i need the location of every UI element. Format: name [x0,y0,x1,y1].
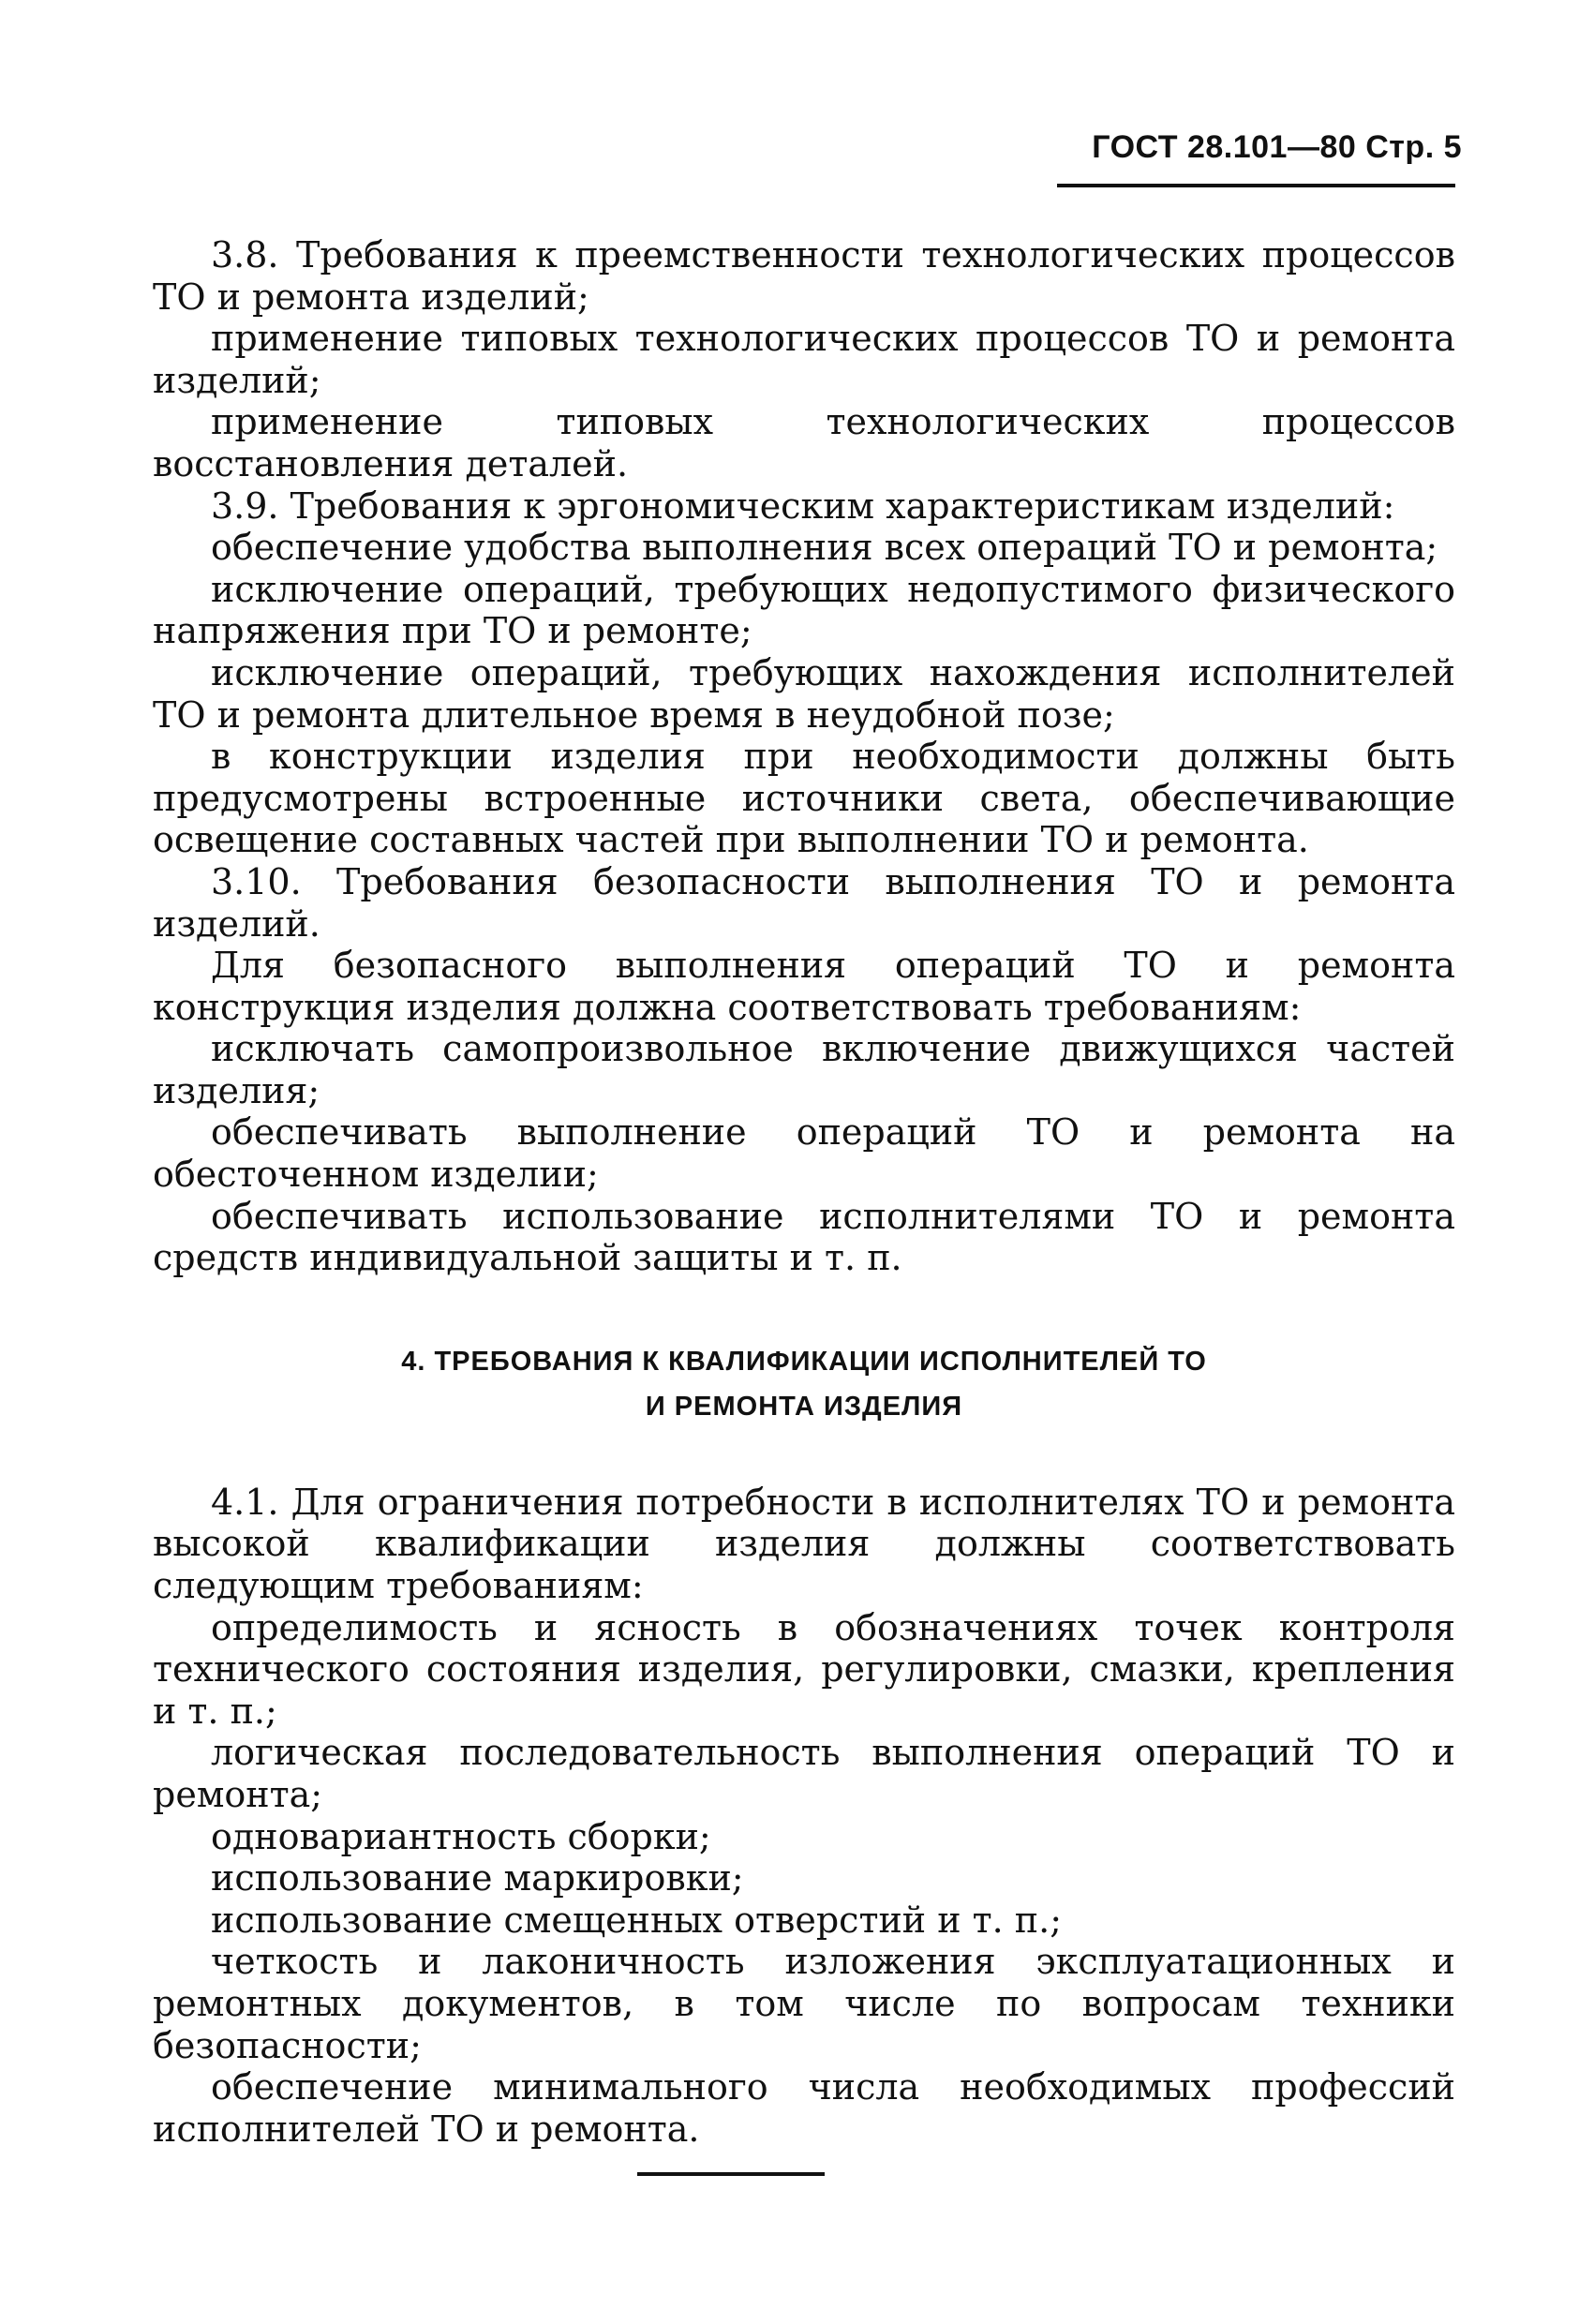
paragraph: Для безопасного выполнения операций ТО и ремонта конструкция изделия должна соответствовать требованиям: [153,945,1455,1028]
paragraph: обеспечивать выполнение операций ТО и ремонта на обесточенном изделии; [153,1111,1455,1196]
header-rule [1057,184,1455,187]
body-text [153,234,1455,2150]
paragraph: определимость и ясность в обозначениях точек контроля технического состояния изделия, регулировки, смазки, крепления и т. п.; [153,1606,1455,1732]
paragraph: исключение операций, требующих нахождения исполнителей ТО и ремонта длительное время в неудобной позе; [153,651,1455,736]
paragraph: исключать самопроизвольное включение движущихся частей изделия; [153,1028,1455,1111]
end-rule [637,2172,825,2176]
running-header: ГОСТ 28.101—80 Стр. 5 [1092,129,1462,165]
paragraph-3-8: 3.8. Требования к преемственности технологических процессов ТО и ремонта изделий; [153,234,1455,318]
section-4-heading [153,1339,1455,1429]
paragraph: использование смещенных отверстий и т. п.; [211,1899,1063,1941]
paragraph: логическая последовательность выполнения операций ТО и ремонта; [153,1732,1455,1815]
paragraph-4-1: 4.1. Для ограничения потребности в исполнителях ТО и ремонта высокой квалификации изделия должны соответствовать следующим требованиям: [153,1481,1455,1607]
paragraph: применение типовых технологических процессов восстановления деталей. [153,401,1455,484]
paragraph-3-10: 3.10. Требования безопасности выполнения ТО и ремонта изделий. [153,860,1455,945]
paragraph: обеспечивать использование исполнителями ТО и ремонта средств индивидуальной защиты и т. п. [153,1195,1455,1279]
paragraph: исключение операций, требующих недопустимого физического напряжения при ТО и ремонте; [153,568,1455,652]
paragraph: использование маркировки; [211,1857,744,1899]
paragraph: в конструкции изделия при необходимости должны быть предусмотрены встроенные источники света, обеспечивающие освещение составных частей при выполнении ТО и ремонта. [153,736,1455,861]
paragraph: обеспечение минимального числа необходимых профессий исполнителей ТО и ремонта. [153,2066,1455,2150]
paragraph: применение типовых технологических процессов ТО и ремонта изделий; [153,318,1455,401]
section-heading-line: И РЕМОНТА ИЗДЕЛИЯ [645,1391,963,1422]
paragraph: обеспечение удобства выполнения всех операций ТО и ремонта; [211,527,1438,569]
paragraph: четкость и лаконичность изложения эксплуатационных и ремонтных документов, в том числе по вопросам техники безопасности; [153,1941,1455,2066]
section-heading-line: 4. ТРЕБОВАНИЯ К КВАЛИФИКАЦИИ ИСПОЛНИТЕЛЕЙ ТО [401,1346,1207,1377]
paragraph: одновариантность сборки; [211,1815,711,1857]
paragraph-3-9: 3.9. Требования к эргономическим характеристикам изделий: [211,484,1395,527]
